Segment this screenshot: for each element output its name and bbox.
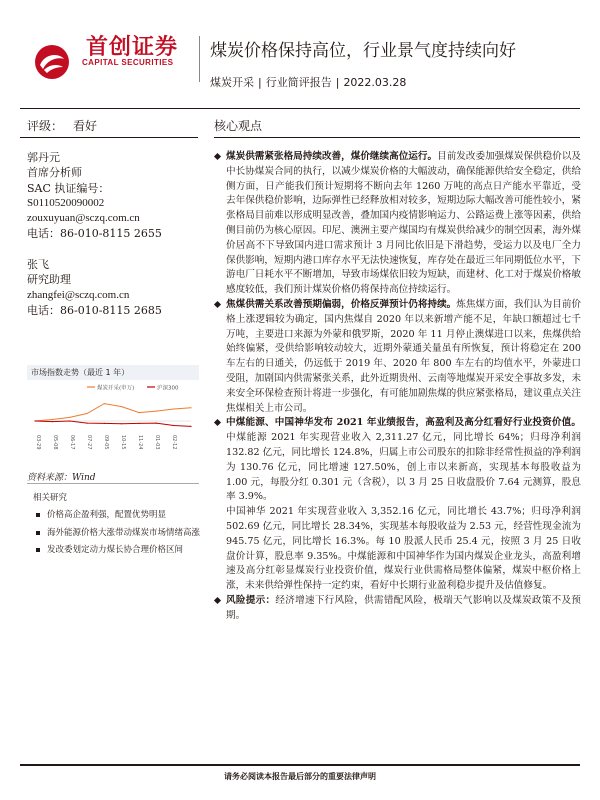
rating	[27, 117, 97, 134]
x-tick-label: 09-05	[103, 435, 109, 450]
series-point	[121, 406, 122, 407]
core-views-title: 核心观点	[214, 119, 263, 133]
series-point	[190, 407, 191, 408]
x-tick-label: 03-29	[35, 435, 41, 450]
series-point	[52, 419, 53, 420]
paragraph-heading: 煤炭供需紧张格局持续改善，煤价继续高位运行。	[226, 151, 438, 162]
right-rule	[214, 137, 580, 138]
x-tick-label: 01-03	[154, 435, 160, 450]
analyst-email[interactable]: zouxuyuan@sczq.com.cn	[27, 212, 140, 225]
paragraph-text: 目前发改委加强煤炭保供稳价以及中长协煤炭合同的执行，以减少煤炭价格的大幅波动，确保能源供给安全稳定，供给侧方面，日产能我们预计短期将不断向去年 1260 万吨的高点日产能水平靠近，受去年保供稳价影响，边际弹性已经释放相对较多，短期边际大幅改善可能性较小，紧张格局目前难以形成明显改善，叠加国内疫情影响运力、公路运费上涨等因素，供给侧目前仍为核心原因。印尼、澳洲主要产煤国均有煤炭供给减少的制空因素，海外煤价居高不下导致国内进口需求预计 3 月同比依旧是下滑趋势，受运力以及电厂全力保供影响，短期内港口库存水平无法快速恢复，库存处在最近三年同期低位水平，下游电厂日耗水平不断增加，导致市场煤依旧较为短缺，而建材、化工对于煤炭价格敏感度较低，我们预计煤炭价格仍将保持高位持续运行。	[226, 151, 582, 296]
series-point	[190, 426, 191, 427]
related-item[interactable]: 海外能源价格大涨带动煤炭市场情绪高涨	[33, 527, 202, 540]
paragraph-heading: 中煤能源、中国神华发布 2021 年业绩报告，高盈利及高分红看好行业投资价值。	[226, 417, 581, 429]
series-point	[173, 425, 174, 426]
related-title: 相关研究	[33, 493, 68, 503]
paragraph-heading: 焦煤供需关系改善预期偏弱，价格反弹预计仍将持续。	[226, 298, 457, 310]
x-tick-label: 06-17	[69, 435, 75, 450]
related-research	[33, 491, 202, 557]
x-tick-label: 07-27	[86, 435, 92, 450]
paragraph	[214, 416, 581, 505]
header-rule	[20, 108, 580, 109]
rating-label: 评级：	[27, 119, 64, 133]
series-point	[156, 411, 157, 412]
paragraph-heading: 风险提示：	[226, 594, 276, 606]
analyst-role: 研究助理	[27, 273, 71, 287]
paragraph	[214, 298, 581, 416]
series-point	[156, 423, 157, 424]
rating-value: 看好	[73, 119, 98, 133]
x-tick-label: 02-12	[171, 435, 177, 450]
related-item[interactable]: 价格高企盈利强，配置优势明显	[33, 509, 202, 522]
series-point	[121, 423, 122, 424]
x-tick-label: 05-08	[52, 435, 58, 450]
source-rule	[27, 483, 199, 484]
logo-mark-icon	[33, 43, 71, 81]
left-rule	[20, 137, 198, 138]
analyst-phone: 电话：86-010-8115 2655	[27, 227, 162, 241]
meta-separator: |	[258, 76, 262, 89]
header-divider	[199, 36, 200, 82]
logo-text-en: CAPITAL SECURITIES	[82, 58, 174, 67]
series-line	[35, 421, 191, 426]
report-date: 2022.03.28	[343, 76, 407, 89]
series-point	[52, 421, 53, 422]
analyst-phone: 电话：86-010-8115 2685	[27, 303, 162, 317]
paragraph-text: 经济增速下行风险，供需错配风险，极端天气影响以及煤炭政策不及预期。	[226, 594, 581, 621]
paragraph-text: 中煤能源 2021 年实现营业收入 2,311.27 亿元，同比增长 64%；归母净利润 132.82 亿元，同比增长 124.8%，归属上市公司股东的扣除非经常性损益的净利润为 130.76 亿元，同比增速 127.50%，创上市以来新高，实现基本每股收益为 1.00 元，每股分红 0.301 元（含税），以 3 月 25 日收盘股价 7.64 元测算，股息率 3.9%。	[226, 432, 581, 503]
core-views-body	[214, 150, 581, 624]
meta-separator: |	[335, 76, 340, 89]
related-item[interactable]: 发改委划定动力煤长协合理价格区间	[33, 544, 202, 557]
series-point	[86, 423, 87, 424]
chart-title: 市场指数走势（最近 1 年）	[27, 365, 199, 380]
series-point	[138, 423, 139, 424]
sector-label: 煤炭开采	[210, 76, 254, 89]
analyst-role: 首席分析师	[27, 166, 82, 180]
source-note: 资料来源：Wind	[27, 473, 96, 483]
series-line	[35, 404, 191, 421]
analyst-sac-number: S0110520090002	[27, 196, 105, 209]
series-point	[138, 412, 139, 413]
analyst-name: 张飞	[27, 258, 49, 271]
analyst-block-1	[27, 150, 197, 242]
series-point	[173, 408, 174, 409]
report-meta	[210, 74, 406, 90]
paragraph	[214, 594, 581, 624]
series-point	[86, 413, 87, 414]
analyst-block-2	[27, 257, 197, 318]
series-point	[104, 403, 105, 404]
x-tick-label: 11-24	[137, 435, 143, 450]
paragraph-continuation: 中国神华 2021 年实现营业收入 3,352.16 亿元，同比增长 43.7%；归母净利润 502.69 亿元，同比增长 28.34%，实现基本每股收益为 2.53 元，经营性现金流为 945.75 亿元，同比增长 16.3%。每 10 股派人民币 25.4 元，按照 3 月 25 日收盘价计算，股息率 9.35%。中煤能源和中国神华作为国内煤炭企业龙头，高盈利增速及高分红彰显煤炭行业投资价值，煤炭行业供需格局整体偏紧，煤炭中枢价格上涨，未来供给弹性保持一定约束，看好中长期行业盈利稳步提升及估值修复。	[226, 506, 581, 592]
report-type-label: 行业简评报告	[265, 76, 332, 89]
market-index-chart	[27, 365, 199, 466]
series-point	[34, 420, 35, 421]
paragraph	[214, 150, 581, 298]
footer-rule	[20, 764, 580, 766]
series-point	[69, 417, 70, 418]
market-line-chart	[27, 380, 199, 466]
legend-label: 煤炭开采(申万)	[97, 385, 135, 392]
paragraph-text: 炼焦煤方面，我们认为目前价格上涨逻辑较为确定，国内焦煤自 2020 年以来新增产能不足，年缺口额超过七千万吨，主要进口来源为外蒙和俄罗斯，2020 年 11 月停止澳煤进口以来，焦煤供给始终偏紧，受供给影响较动较大，近期外蒙通关量虽有所恢复，预计将稳定在 200 车左右的日通关，仍远低于 2019 年、2020 年 800 车左右的均值水平，外蒙进口受阻，加剧国内供需紧张关系，此外近期贵州、云南等地煤炭开采安全事故多发，未来安全环保检查预计将进一步强化，有可能加剧焦煤的供应紧张格局，建议重点关注焦煤相关上市公司。	[226, 298, 582, 414]
legend-label: 沪深300	[157, 385, 179, 392]
analyst-sac-label: SAC 执证编号：	[27, 181, 110, 195]
footer	[20, 764, 580, 782]
footer-disclaimer: 请务必阅读本报告最后部分的重要法律声明	[224, 771, 376, 781]
x-tick-label: 10-15	[120, 435, 126, 450]
logo-text-cn: 首创证券	[86, 35, 179, 60]
analyst-name: 郭丹元	[27, 151, 60, 164]
series-point	[104, 423, 105, 424]
series-point	[69, 420, 70, 421]
analyst-email[interactable]: zhangfei@sczq.com.cn	[27, 288, 130, 301]
report-title: 煤炭价格保持高位，行业景气度持续向好	[210, 41, 516, 61]
